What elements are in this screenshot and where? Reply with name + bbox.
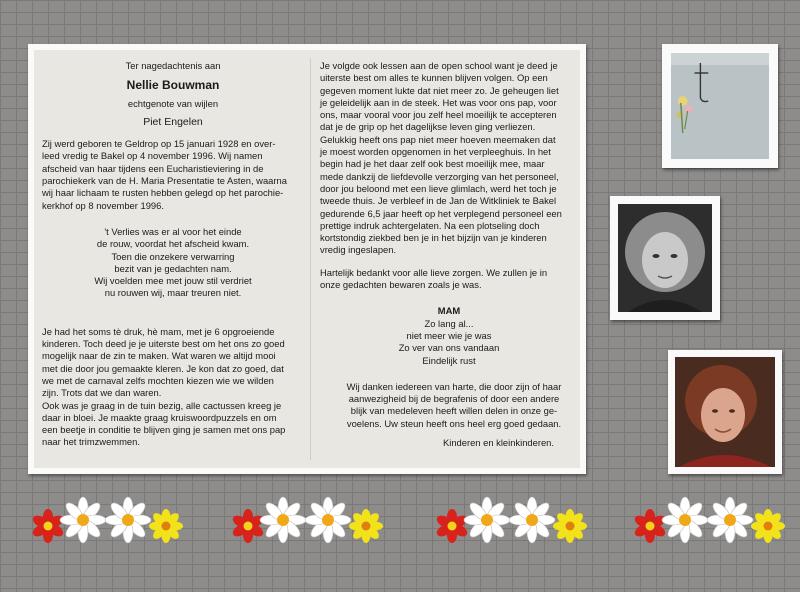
gratitude-line: Wij danken iedereen van harte, die door zijn of haar [346,380,562,392]
young-portrait-photo [610,196,720,320]
card-heading: Ter nagedachtenis aan [125,60,221,71]
bio-line: leed vredig te Bakel op 4 november 1996. Wij namen [42,150,263,162]
card-front-photo [662,44,778,168]
spouse-intro: echtgenote van wijlen [127,97,219,109]
bio-line: afscheid van haar tijdens een Eucharistieviering in de [42,162,264,174]
poem-title: MAM [437,305,461,317]
memories-line: kinderen. Toch deed je je uiterste best om het ons zo goed [42,338,285,350]
right-line: dat je de grip op het dagelijkse leven ging verliezen. [320,121,536,133]
poem-line: Wij voelden mee met jouw stil verdriet [94,275,252,287]
card-fold [310,58,311,460]
memories-line: Je had het soms tè druk, hè mam, met je 6 opgroeiende [42,325,275,337]
memories-line: Ook was je graag in de tuin bezig, alle cactussen kreeg je [42,399,282,411]
memories-line: met die door jou gemaakte kleren. Je kon dat zo goed, dat [42,362,284,374]
right-line: tweede thuis. Je verbleef in de Jan de Witkliniek te Bakel [320,195,557,207]
right-line: door jou beloond met een lieve glimlach, werd het toch je [320,182,557,194]
gratitude-line: voelens. Uw steun heeft ons heel erg goed gedaan. [346,417,562,429]
right-paragraph [320,60,578,257]
gratitude-paragraph [320,381,578,430]
memories-line: daar in bloei. Je maakte graag kruiswoordpuzzels en om [42,411,277,423]
thanks-line: onze gedachten bewaren zoals je was. [320,279,482,291]
poem-line: bezit van je gedachten nam. [114,262,232,274]
right-line: je moest worden opgenomen in het verpleeghuis. In het [320,146,551,158]
left-poem [42,226,304,300]
gratitude-line: blijk van medeleven heeft willen delen in onze ge- [350,405,558,417]
poem-line: 't Verlies was er al voor het einde [104,225,242,237]
right-line: prettige indruk achtergelaten. Na een plotseling doch [320,219,540,231]
poem-line: Zo lang al... [424,317,474,329]
elderly-portrait-photo [668,350,782,474]
poem-line: nu rouwen wij, maar treuren niet. [104,287,242,299]
card-right-page [320,60,578,449]
thanks-paragraph [320,267,578,292]
bio-line: wij haar lichaam te rusten hebben gelegd op het parochie- [42,187,284,199]
cross-flowers-image [671,53,769,159]
right-line: kortstondig ziekbed ben je in het bijzijn van je kinderen [320,232,547,244]
card-left-page [42,60,304,449]
right-line: uiterste best om alles te kunnen blijven volgen. Op een [320,72,548,84]
right-line: je geleidelijk aan in de steek. Het was voor ons pap, voor [320,96,557,108]
right-line: Je volgde ook lessen aan de open school want je deed je [320,60,558,71]
poem-line: Zo ver van ons vandaan [398,342,500,354]
poem-line: de rouw, voordat het afscheid kwam. [96,238,250,250]
memories-line: naar het trimzwemmen. [42,436,140,448]
right-line: ons, maar vooral voor jou zelf heel moeilijk te accepteren [320,109,557,121]
signature: Kinderen en kleinkinderen. [442,437,554,449]
bio-line: Zij werd geboren te Geldrop op 15 januari 1928 en over- [42,138,276,150]
right-line: gedurende 6,5 jaar heeft op het verplegend personeel een [320,207,562,219]
poem-line: Eindelijk rust [422,354,476,366]
right-line: vredig ingeslapen. [320,244,397,256]
gratitude-line: aanwezigheid bij de begrafenis of door een andere [348,393,560,405]
flowers-image [28,496,788,546]
poem-line: niet meer wie je was [406,329,492,341]
thanks-line: Hartelijk bedankt voor alle lieve zorgen. We zullen je in [320,266,548,278]
right-line: mede dankzij de liefdevolle verzorging van het personeel, [320,170,559,182]
memories-paragraph [42,326,304,449]
bio-line: kerkhof op 8 november 1996. [42,199,164,211]
memories-line: zijn. Trots dat we dan waren. [42,387,162,399]
spouse-name: Piet Engelen [143,115,203,128]
memorial-card [28,44,586,474]
bio-line: parochiekerk van de H. Maria Presentatie te Asten, waarna [42,175,287,187]
memories-line: een beetje in conditie te blijven ging je samen met ons pap [42,424,286,436]
mam-poem [320,305,578,366]
poem-line: Toen die onzekere verwarring [111,250,235,262]
portrait-color-image [675,357,775,467]
right-line: Gelukkig heeft ons pap niet meer hoeven meemaken dat [320,133,556,145]
right-line: gegeven moment lukte dat niet meer zo. Je geheugen liet [320,84,559,96]
flower-border [28,496,788,546]
memories-line: we met de carnaval zelfs mochten kiezen wie we wilden [42,374,274,386]
memories-line: mogelijk naar de zin te maken. Wat waren we altijd mooi [42,350,276,362]
right-line: begin had je het daar zelf ook best moeilijk mee, maar [320,158,545,170]
portrait-bw-image [618,204,712,312]
deceased-name: Nellie Bouwman [126,78,220,93]
bio-paragraph [42,138,304,212]
